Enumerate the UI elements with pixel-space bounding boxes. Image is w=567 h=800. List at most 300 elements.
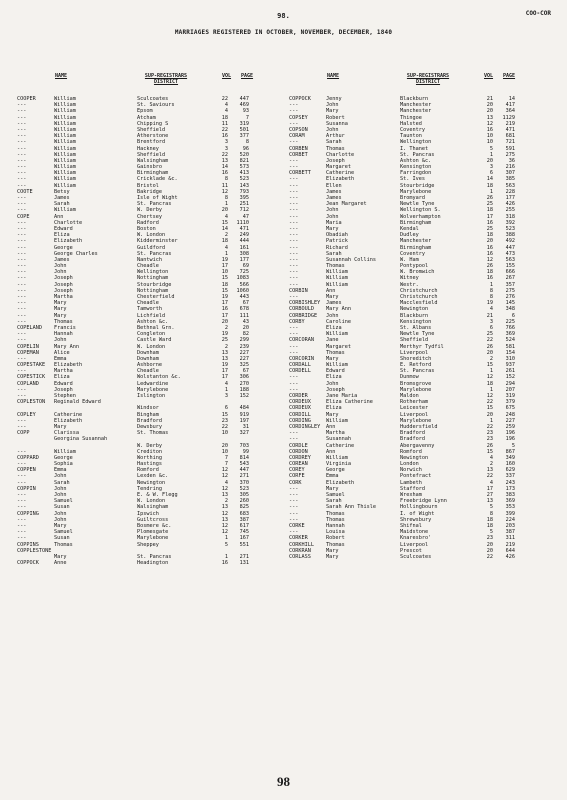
entry-surname: CORBIN <box>289 287 308 294</box>
entry-district: Lambeth <box>400 479 422 486</box>
entry-forename: William <box>54 448 76 455</box>
entry-district: St. Pancras <box>137 250 172 257</box>
entry-forename: Robert <box>326 535 345 542</box>
entry-surname: --- <box>289 430 299 437</box>
entry-vol: 26 <box>486 442 493 449</box>
entry-vol: 13 <box>221 157 228 164</box>
entry-page: 306 <box>239 374 249 381</box>
entry-vol: 12 <box>221 529 228 536</box>
entry-forename: Elizabeth <box>54 238 83 245</box>
entry-page: 573 <box>239 164 249 171</box>
entry-surname: CORCORIN <box>289 355 314 362</box>
entry-district: Ashton &c. <box>137 318 169 325</box>
entry-page: 591 <box>505 145 515 152</box>
entry-district: Newtle Tyne <box>400 201 435 208</box>
entry-vol: 18 <box>221 114 228 121</box>
entry-vol: 14 <box>486 176 493 183</box>
entry-forename: William <box>54 170 76 177</box>
entry-surname: --- <box>17 139 27 146</box>
entry-forename: Ann <box>326 423 336 430</box>
entry-page: 249 <box>239 232 249 239</box>
entry-page: 96 <box>242 145 249 152</box>
entry-district: Radford <box>137 219 159 226</box>
entry-district: Stafford <box>400 485 425 492</box>
entry-page: 131 <box>239 560 249 567</box>
entry-district: E. Retford <box>400 362 432 369</box>
entry-forename: Anne <box>54 560 67 567</box>
entry-vol: 15 <box>486 362 493 369</box>
entry-forename: Mary <box>54 423 67 430</box>
entry-surname: --- <box>289 232 299 239</box>
entry-page: 426 <box>505 201 515 208</box>
entry-vol: 8 <box>224 176 228 183</box>
entry-vol: 15 <box>221 275 228 282</box>
entry-forename: William <box>326 417 348 424</box>
entry-forename: William <box>326 269 348 276</box>
entry-district: Sculcoates <box>400 553 432 560</box>
entry-district: Boston <box>137 225 156 232</box>
entry-forename: Obadiah <box>326 232 348 239</box>
entry-forename: Martha <box>326 430 345 437</box>
entry-forename: John <box>326 312 339 319</box>
entry-district: W. Derby <box>137 442 162 449</box>
entry-vol: 7 <box>224 454 228 461</box>
entry-page: 447 <box>239 96 249 102</box>
entry-vol: 1 <box>489 386 493 393</box>
entry-surname: CORK <box>289 479 302 486</box>
entry-page: 581 <box>505 343 515 350</box>
entry-vol: 10 <box>221 430 228 437</box>
entry-page: 111 <box>239 312 249 319</box>
entry-vol: 5 <box>489 504 493 511</box>
entry-surname: --- <box>17 281 27 288</box>
entry-forename: John <box>54 269 67 276</box>
page-number-bottom: 98 <box>277 774 290 789</box>
entry-page: 387 <box>505 529 515 536</box>
entry-vol: 25 <box>486 225 493 232</box>
entry-surname: --- <box>17 331 27 338</box>
entry-district: Manchester <box>400 108 432 115</box>
entry-vol: 4 <box>489 306 493 313</box>
entry-surname: --- <box>289 349 299 356</box>
entry-surname: --- <box>17 151 27 158</box>
entry-vol: 20 <box>486 411 493 418</box>
entry-page: 31 <box>242 423 249 430</box>
entry-page: 227 <box>239 355 249 362</box>
entry-page: 93 <box>242 108 249 115</box>
entry-page: 821 <box>239 157 249 164</box>
entry-forename: Francis <box>54 324 76 331</box>
entry-surname: COPE <box>17 213 30 220</box>
entry-vol: 18 <box>221 281 228 288</box>
entry-vol: 4 <box>224 213 228 220</box>
entry-page: 259 <box>505 423 515 430</box>
entry-surname: --- <box>17 504 27 511</box>
entry-forename: George <box>326 467 345 474</box>
entry-forename: William <box>54 133 76 140</box>
entry-forename: James <box>326 300 342 307</box>
entry-district: Stourbridge <box>137 281 172 288</box>
entry-district: Guiltcross <box>137 516 169 523</box>
entry-page: 370 <box>239 479 249 486</box>
entry-surname: CORAM <box>289 133 305 140</box>
entry-vol: 22 <box>486 473 493 480</box>
entry-surname: CORDALL <box>289 362 311 369</box>
entry-surname: --- <box>289 256 299 263</box>
entry-forename: William <box>54 102 76 109</box>
entry-vol: 7 <box>224 461 228 468</box>
entry-surname: CORDON <box>289 448 308 455</box>
entry-vol: 8 <box>489 510 493 517</box>
entry-forename: William <box>54 164 76 171</box>
entry-district: Manchester <box>400 102 432 109</box>
entry-surname: CORBET <box>289 151 308 158</box>
entry-district: Freebridge Lynn <box>400 498 447 505</box>
entry-vol: 25 <box>221 337 228 344</box>
entry-surname: --- <box>17 219 27 226</box>
entry-district: Wrexham <box>400 492 422 498</box>
entry-surname: --- <box>289 102 299 109</box>
entry-district: Rotherham <box>400 399 429 406</box>
entry-page: 469 <box>239 102 249 109</box>
entry-forename: James <box>54 256 70 263</box>
entry-district: Shrewsbury <box>400 516 432 523</box>
entry-page: 196 <box>505 430 515 437</box>
entry-forename: Margaret <box>326 164 351 171</box>
entry-forename: John <box>54 492 67 498</box>
entry-page: 228 <box>505 188 515 195</box>
entry-page: 216 <box>505 164 515 171</box>
entry-vol: 19 <box>221 362 228 369</box>
entry-forename: Eliza <box>326 324 342 331</box>
entry-surname: --- <box>17 473 27 480</box>
entry-page: 325 <box>239 362 249 369</box>
entry-vol: 22 <box>486 553 493 560</box>
entry-forename: William <box>326 275 348 282</box>
entry-surname: CORKER <box>289 535 308 542</box>
entry-page: 36 <box>508 157 515 164</box>
entry-page: 225 <box>505 318 515 325</box>
entry-surname: COPPARD <box>17 454 39 461</box>
entry-vol: 1 <box>224 201 228 208</box>
entry-surname: --- <box>17 312 27 319</box>
entry-forename: William <box>54 120 76 127</box>
entry-district: Hastings <box>137 461 162 468</box>
entry-district: Wolverhampton <box>400 213 441 220</box>
entry-page: 348 <box>505 306 515 313</box>
entry-district: Crediton <box>137 448 162 455</box>
entry-page: 270 <box>239 380 249 387</box>
entry-vol: 12 <box>221 473 228 480</box>
entry-vol: 4 <box>224 380 228 387</box>
entry-forename: Joseph <box>54 287 73 294</box>
entry-district: Bethnal Grn. <box>137 324 175 331</box>
entry-vol: 17 <box>486 485 493 492</box>
entry-district: Thingoe <box>400 114 422 121</box>
entry-forename: James <box>54 195 70 201</box>
entry-vol: 21 <box>486 96 493 102</box>
entry-district: W. London <box>137 343 166 350</box>
entry-vol: 22 <box>486 337 493 344</box>
entry-vol: 3 <box>224 145 228 152</box>
entry-surname: --- <box>17 201 27 208</box>
entry-page: 152 <box>505 374 515 381</box>
entry-page: 471 <box>239 225 249 232</box>
entry-page: 523 <box>505 225 515 232</box>
entry-vol: 18 <box>486 182 493 189</box>
entry-forename: Mary <box>326 485 339 492</box>
entry-surname: --- <box>17 176 27 183</box>
entry-district: Bradford <box>400 430 425 437</box>
entry-vol: 18 <box>486 232 493 239</box>
entry-district: W. Bromwich <box>400 269 435 276</box>
entry-district: Bradford <box>400 436 425 443</box>
entry-page: 275 <box>505 287 515 294</box>
entry-forename: Elizabeth <box>326 176 355 183</box>
entry-forename: Joseph <box>54 281 73 288</box>
entry-vol: 19 <box>486 300 493 307</box>
entry-district: Maidstone <box>400 529 429 536</box>
entry-vol: 25 <box>486 201 493 208</box>
entry-vol: 25 <box>486 331 493 338</box>
entry-surname: --- <box>289 510 299 517</box>
entry-page: 255 <box>505 207 515 214</box>
entry-district: Bakridge <box>137 188 162 195</box>
entry-forename: Mary <box>326 225 339 232</box>
entry-vol: 20 <box>486 157 493 164</box>
entry-surname: --- <box>17 256 27 263</box>
entry-district: St. Albans <box>400 324 432 331</box>
entry-surname: CORKE <box>289 522 305 529</box>
entry-forename: Martha <box>54 368 73 375</box>
entry-surname: --- <box>17 269 27 276</box>
entry-page: 721 <box>505 139 515 146</box>
entry-vol: 20 <box>486 349 493 356</box>
entry-page: 369 <box>505 331 515 338</box>
entry-vol: 13 <box>486 467 493 474</box>
entry-forename: Jenny <box>326 96 342 102</box>
entry-vol: 18 <box>486 207 493 214</box>
entry-page: 308 <box>239 250 249 257</box>
entry-vol: 5 <box>224 541 228 548</box>
entry-district: Prescot <box>400 547 422 554</box>
entry-forename: Stephen <box>54 393 76 399</box>
left-header-page: PAGE <box>241 73 254 79</box>
entry-page: 305 <box>239 492 249 498</box>
entry-district: Cheadle <box>137 300 159 307</box>
entry-page: 243 <box>505 479 515 486</box>
entry-vol: 20 <box>486 102 493 109</box>
entry-page: 867 <box>505 448 515 455</box>
entry-district: Plomesgate <box>137 529 169 536</box>
entry-vol: 12 <box>486 256 493 263</box>
entry-page: 327 <box>239 430 249 437</box>
entry-district: Bristol <box>137 182 159 189</box>
entry-surname: --- <box>17 498 27 505</box>
entry-forename: William <box>54 114 76 121</box>
entry-surname: --- <box>17 300 27 307</box>
entry-surname: --- <box>289 386 299 393</box>
entry-page: 523 <box>239 485 249 492</box>
entry-vol: 12 <box>221 467 228 474</box>
entry-forename: Susanna <box>326 120 348 127</box>
entry-forename: Mary Ann <box>54 343 79 350</box>
entry-page: 219 <box>505 541 515 548</box>
entry-surname: --- <box>289 294 299 300</box>
entry-district: Bosmere &c. <box>137 522 172 529</box>
entry-page: 725 <box>239 269 249 276</box>
entry-surname: --- <box>17 108 27 115</box>
entry-forename: Mary <box>326 411 339 418</box>
entry-vol: 11 <box>221 182 228 189</box>
entry-forename: Jane Maria <box>326 393 358 399</box>
left-header-vol: VOL <box>222 73 232 79</box>
entry-district: Newington <box>137 479 166 486</box>
entry-surname: --- <box>289 516 299 523</box>
entry-vol: 13 <box>486 498 493 505</box>
entry-vol: 22 <box>486 399 493 406</box>
entry-forename: Emma <box>54 355 67 362</box>
entry-vol: 22 <box>486 423 493 430</box>
entry-forename: Thomas <box>54 318 73 325</box>
entry-district: I. of Wight <box>400 510 435 517</box>
entry-vol: 16 <box>221 133 228 140</box>
entry-surname: COREAN <box>289 461 308 468</box>
entry-district: Birmingham <box>400 219 432 226</box>
entry-vol: 13 <box>221 504 228 511</box>
entry-forename: Mary <box>326 553 339 560</box>
entry-vol: 4 <box>224 102 228 109</box>
entry-district: St. Thomas <box>137 430 169 437</box>
entry-district: Wellington <box>400 139 432 146</box>
entry-district: Blackburn <box>400 312 429 319</box>
entry-vol: 13 <box>221 492 228 498</box>
entry-forename: John <box>326 126 339 133</box>
entry-surname: --- <box>289 225 299 232</box>
entry-district: Leicester <box>400 405 429 412</box>
entry-forename: Eliza <box>54 232 70 239</box>
entry-surname: CORDEUX <box>289 405 311 412</box>
entry-surname: COPESTAKE <box>17 362 46 369</box>
entry-district: Ashborne <box>137 362 162 369</box>
entry-page: 566 <box>239 281 249 288</box>
entry-district: Walsingham <box>137 157 169 164</box>
entry-vol: 4 <box>224 244 228 251</box>
entry-forename: Robert <box>326 114 345 121</box>
entry-surname: CORBEN <box>289 145 308 152</box>
entry-vol: 17 <box>221 263 228 270</box>
entry-surname: CORDEUX <box>289 399 311 406</box>
entry-page: 207 <box>505 386 515 393</box>
entry-vol: 3 <box>224 139 228 146</box>
entry-forename: Maria <box>326 219 342 226</box>
entry-page: 14 <box>508 96 515 102</box>
entry-vol: 1 <box>489 151 493 158</box>
entry-page: 563 <box>505 182 515 189</box>
entry-page: 520 <box>239 151 249 158</box>
entry-surname: --- <box>17 263 27 270</box>
entry-forename: William <box>54 145 76 152</box>
entry-surname: --- <box>17 318 27 325</box>
entry-district: W. London <box>137 232 166 239</box>
entry-page: 203 <box>505 522 515 529</box>
entry-forename: Ann <box>326 287 336 294</box>
entry-forename: Mary <box>326 108 339 115</box>
entry-page: 703 <box>239 442 249 449</box>
entry-page: 143 <box>239 182 249 189</box>
entry-surname: --- <box>17 386 27 393</box>
entry-vol: 16 <box>221 306 228 313</box>
entry-surname: CORDINGLEY <box>289 423 321 430</box>
entry-page: 43 <box>242 318 249 325</box>
entry-page: 197 <box>239 417 249 424</box>
entry-district: Guildford <box>137 244 166 251</box>
entry-forename: William <box>54 96 76 102</box>
entry-forename: Eliza <box>326 405 342 412</box>
entry-vol: 22 <box>221 96 228 102</box>
entry-district: Merthyr Tydfil <box>400 343 444 350</box>
entry-vol: 12 <box>486 393 493 399</box>
entry-forename: Sarah Ann Thisle <box>326 504 376 511</box>
entry-surname: CORDELL <box>289 368 311 375</box>
entry-vol: 20 <box>221 207 228 214</box>
entry-forename: William <box>54 126 76 133</box>
entry-surname: --- <box>17 479 27 486</box>
entry-surname: --- <box>289 213 299 220</box>
entry-forename: Sarah <box>326 498 342 505</box>
entry-surname: --- <box>289 219 299 226</box>
entry-district: Marylebone <box>400 188 432 195</box>
entry-vol: 15 <box>221 287 228 294</box>
entry-forename: Mary <box>326 294 339 300</box>
entry-page: 1129 <box>502 114 515 121</box>
entry-vol: 19 <box>221 331 228 338</box>
entry-surname: --- <box>17 145 27 152</box>
entry-surname: CORBOULD <box>289 306 314 313</box>
entry-forename: James <box>326 188 342 195</box>
entry-surname: --- <box>17 275 27 282</box>
entry-forename: Joseph <box>54 386 73 393</box>
entry-surname: CORKHILL <box>289 541 314 548</box>
entry-district: Pontypool <box>400 263 429 270</box>
entry-forename: Susan <box>54 535 70 542</box>
entry-page: 271 <box>239 553 249 560</box>
entry-surname: --- <box>17 164 27 171</box>
entry-forename: William <box>54 207 76 214</box>
entry-surname: COPESTICK <box>17 374 46 381</box>
entry-page: 248 <box>505 411 515 418</box>
entry-vol: 6 <box>489 170 493 177</box>
entry-vol: 1 <box>224 250 228 257</box>
entry-forename: Emma <box>326 473 339 480</box>
entry-page: 492 <box>505 238 515 245</box>
entry-district: Downham <box>137 355 159 362</box>
entry-surname: --- <box>289 176 299 183</box>
entry-district: Islington <box>137 393 166 399</box>
entry-vol: 15 <box>221 411 228 418</box>
entry-page: 6 <box>511 312 515 319</box>
entry-forename: Samuel <box>326 492 345 498</box>
entry-page: 307 <box>505 170 515 177</box>
entry-forename: Caroline <box>326 318 351 325</box>
entry-surname: --- <box>17 232 27 239</box>
entry-vol: 13 <box>221 355 228 362</box>
entry-vol: 20 <box>486 547 493 554</box>
entry-page: 1060 <box>236 287 249 294</box>
entry-page: 349 <box>505 454 515 461</box>
entry-surname: --- <box>17 114 27 121</box>
entry-district: Cricklade &c. <box>137 176 178 183</box>
